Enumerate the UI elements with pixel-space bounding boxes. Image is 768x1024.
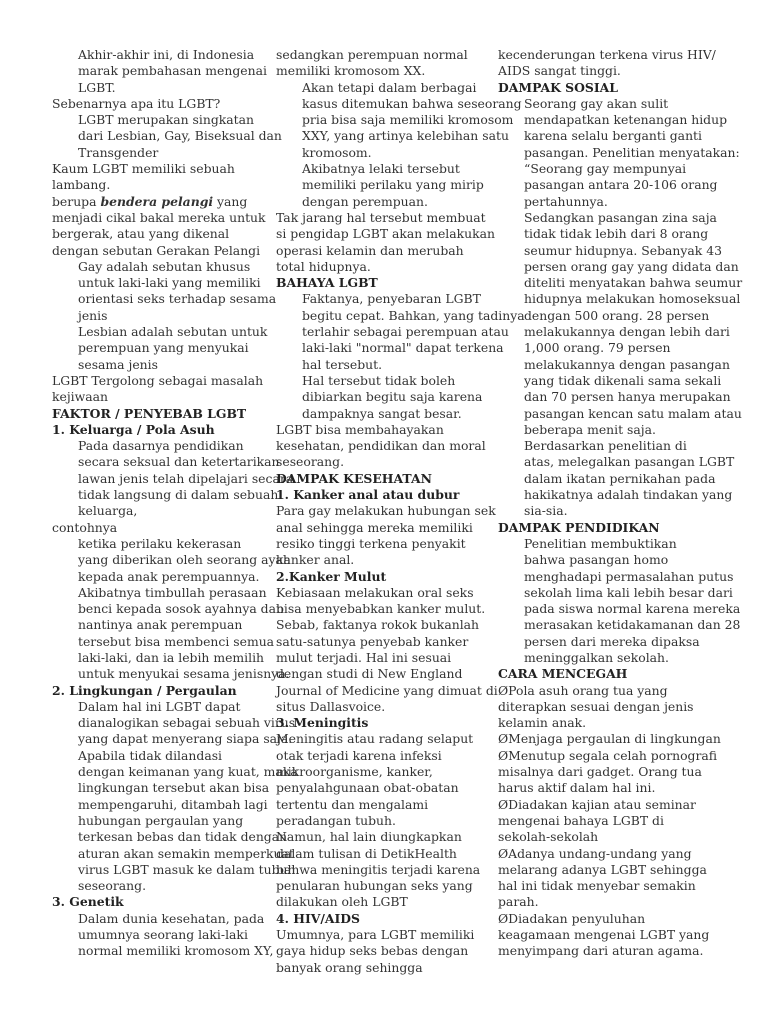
text-line: Tak jarang hal tersebut membuat xyxy=(276,209,486,225)
text-line: LGBT. xyxy=(78,79,116,95)
text-line: orientasi seks terhadap sesama xyxy=(78,291,277,307)
paragraph xyxy=(52,194,270,259)
paragraph xyxy=(498,683,718,732)
text-line: AIDS sangat tinggi. xyxy=(498,63,621,79)
text-line: bahwa meningitis terjadi karena xyxy=(276,861,481,877)
emphasized-text: bendera pelangi xyxy=(100,193,214,209)
text-line: pasangan. Penelitian menyatakan: xyxy=(524,144,740,160)
text-line: total hidupnya. xyxy=(276,258,371,274)
text-line: seseorang. xyxy=(78,878,147,894)
text-line: dianalogikan sebagai sebuah virus xyxy=(78,715,296,731)
text-line: benci kepada sosok ayahnya dan xyxy=(78,601,284,617)
text-line: Penelitian membuktikan xyxy=(524,535,677,551)
text-line: Umumnya, para LGBT memiliki xyxy=(276,927,475,943)
text-line: persen dari mereka dipaksa xyxy=(524,633,700,649)
text-line: kesehatan, pendidikan dan moral xyxy=(276,438,486,454)
text-line: pasangan antara 20-106 orang xyxy=(524,177,718,193)
text-line: anal sehingga mereka memiliki xyxy=(276,519,473,535)
text-line: secara seksual dan ketertarikan xyxy=(78,454,280,470)
paragraph xyxy=(498,209,743,438)
text-line: misalnya dari gadget. Orang tua xyxy=(498,764,702,780)
paragraph xyxy=(276,291,525,372)
text-line: seumur hidupnya. Sebanyak 43 xyxy=(524,242,723,258)
text-line: mulut terjadi. Hal ini sesuai xyxy=(276,649,452,665)
text-line: melakukannya dengan lebih dari xyxy=(524,324,730,340)
text-line: Kaum LGBT memiliki sebuah xyxy=(52,161,235,177)
text-line: beberapa menit saja. xyxy=(524,421,656,437)
text-line: Akhir-akhir ini, di Indonesia xyxy=(78,47,255,62)
text-line: bahwa pasangan homo xyxy=(524,552,669,568)
text-line: Seorang gay akan sulit xyxy=(524,95,669,111)
paragraph xyxy=(276,79,522,161)
text-line: aturan akan semakin memperkuat xyxy=(78,845,294,861)
text-line: terlahir sebagai perempuan atau xyxy=(302,324,509,340)
text-line: Kebiasaan melakukan oral seks xyxy=(276,584,474,600)
text-line: kelamin anak. xyxy=(498,715,587,731)
text-line: meninggalkan sekolah. xyxy=(524,649,669,665)
paragraph xyxy=(52,96,270,112)
text-line: bergerak, atau yang dikenal xyxy=(52,226,230,242)
text-line: dan 70 persen hanya merupakan xyxy=(524,389,731,405)
paragraph xyxy=(498,438,735,519)
text-line: yang dapat menyerang siapa saja. xyxy=(78,731,293,747)
text-line: begitu cepat. Bahkan, yang tadinya xyxy=(302,307,525,323)
text-line: lawan jenis telah dipelajari secara xyxy=(78,470,294,486)
text-line: “Seorang gay mempunyai xyxy=(524,161,687,177)
text-line: gaya hidup seks bebas dengan xyxy=(276,943,469,959)
paragraph xyxy=(52,324,270,373)
text-line: laki-laki, dan ia lebih memilih xyxy=(78,649,265,665)
text-line: kanker anal. xyxy=(276,552,355,568)
text-line: dampaknya sangat besar. xyxy=(302,405,462,421)
paragraph xyxy=(498,911,718,960)
text-line: dengan sebutan Gerakan Pelangi xyxy=(52,242,261,258)
text-line: dengan keimanan yang kuat, maka xyxy=(78,764,298,780)
text-line: dari Lesbian, Gay, Biseksual dan xyxy=(78,128,282,144)
text-line: mengenai bahaya LGBT di xyxy=(498,812,664,828)
text-line: banyak orang sehingga xyxy=(276,959,423,975)
text-line: umumnya seorang laki-laki xyxy=(78,927,248,943)
text-line: ØDiadakan kajian atau seminar xyxy=(498,796,696,812)
text-line: untuk menyukai sesama jenisnya. xyxy=(78,666,290,682)
paragraph xyxy=(498,748,718,797)
text-line: tersebut bisa membenci semua xyxy=(78,633,275,649)
text-line: hal ini tidak menyebar semakin xyxy=(498,878,696,894)
text-line: yang diberikan oleh seorang ayah xyxy=(78,552,291,568)
text-line: keagamaan mengenai LGBT yang xyxy=(498,927,710,943)
section-heading: DAMPAK KESEHATAN xyxy=(276,470,432,486)
section-heading: 1. Keluarga / Pola Asuh xyxy=(52,421,215,437)
text-line: nantinya anak perempuan xyxy=(78,617,243,633)
text-line: menyimpang dari aturan agama. xyxy=(498,943,704,959)
text-line: situs Dallasvoice. xyxy=(276,698,386,714)
text-line: menjadi cikal bakal mereka untuk xyxy=(52,209,266,225)
paragraph xyxy=(52,910,274,960)
text-line: laki-laki "normal" dapat terkena xyxy=(302,340,504,356)
text-line: harus aktif dalam hal ini. xyxy=(498,780,656,796)
text-line: Akibatnya lelaki tersebut xyxy=(302,161,460,177)
section-heading: 2. Lingkungan / Pergaulan xyxy=(52,682,237,698)
text-line: melakukannya dengan pasangan xyxy=(524,356,730,372)
text-line: kasus ditemukan bahwa seseorang xyxy=(302,95,522,111)
text-line: LGBT merupakan singkatan xyxy=(78,112,255,128)
text-line: sekolah lima kali lebih besar dari xyxy=(524,584,733,600)
section-heading: BAHAYA LGBT xyxy=(276,275,378,291)
text-line: sia-sia. xyxy=(524,503,568,519)
text-line: sekolah-sekolah xyxy=(498,829,599,845)
text-line: atas, melegalkan pasangan LGBT xyxy=(524,454,735,470)
text-line: sesama jenis xyxy=(78,356,158,372)
text-line: dilakukan oleh LGBT xyxy=(276,894,408,910)
paragraph xyxy=(498,797,718,846)
text-line: Namun, hal lain diungkapkan xyxy=(276,829,462,845)
text-line: satu-satunya penyebab kanker xyxy=(276,633,469,649)
paragraph xyxy=(498,535,741,666)
text-line: lingkungan tersebut akan bisa xyxy=(78,780,270,796)
paragraph xyxy=(498,95,740,210)
text-line: Dalam dunia kesehatan, pada xyxy=(78,910,265,926)
text-line: LGBT bisa membahayakan xyxy=(276,421,444,437)
text-line: hubungan pergaulan yang xyxy=(78,812,244,828)
column-left xyxy=(52,47,298,960)
text-line: LGBT Tergolong sebagai masalah xyxy=(52,372,264,388)
section-heading: CARA MENCEGAH xyxy=(498,666,628,682)
paragraph xyxy=(52,584,290,683)
text-line: diterapkan sesuai dengan jenis xyxy=(498,698,694,714)
text-line: kromosom. xyxy=(302,144,372,160)
text-line: dengan perempuan. xyxy=(302,193,428,209)
section-heading: 4. HIV/AIDS xyxy=(276,910,360,926)
text-line: hal tersebut. xyxy=(302,356,383,372)
paragraph xyxy=(52,112,282,161)
paragraph xyxy=(52,520,270,536)
section-heading: DAMPAK SOSIAL xyxy=(498,79,618,95)
text-line: ØAdanya undang-undang yang xyxy=(498,845,692,861)
text-line: untuk laki-laki yang memiliki xyxy=(78,275,261,291)
text-line: Meningitis atau radang selaput xyxy=(276,731,474,747)
text-line: Faktanya, penyebaran LGBT xyxy=(302,291,481,307)
text-line: ØDiadakan penyuluhan xyxy=(498,910,646,926)
text-line: Gay adalah sebutan khusus xyxy=(78,258,251,274)
text-line: 1,000 orang. 79 persen xyxy=(524,340,671,356)
paragraph xyxy=(276,584,498,715)
paragraph xyxy=(276,422,494,471)
text-line: hidupnya melakukan homoseksual xyxy=(524,291,741,307)
text-line: Sebenarnya apa itu LGBT? xyxy=(52,95,221,111)
text-line: perempuan yang menyukai xyxy=(78,340,249,356)
text-line: dibiarkan begitu saja karena xyxy=(302,389,483,405)
paragraph xyxy=(498,731,721,747)
text-line: mendapatkan ketenangan hidup xyxy=(524,112,728,128)
section-heading: DAMPAK PENDIDIKAN xyxy=(498,519,660,535)
paragraph xyxy=(52,258,277,324)
text-line: memiliki perilaku yang mirip xyxy=(302,177,484,193)
text-line: Para gay melakukan hubungan sek xyxy=(276,503,496,519)
text-line: si pengidap LGBT akan melakukan xyxy=(276,226,496,242)
paragraph xyxy=(52,47,270,96)
text-line: Transgender xyxy=(78,144,159,160)
text-line: ØMenutup segala celah pornografi xyxy=(498,747,718,763)
paragraph xyxy=(276,829,494,910)
text-line: merasakan ketidakamanan dan 28 xyxy=(524,617,741,633)
text-line: Akibatnya timbullah perasaan xyxy=(78,584,267,600)
text-line: peradangan tubuh. xyxy=(276,812,396,828)
text-line: kepada anak perempuannya. xyxy=(78,568,260,584)
text-line: hakikatnya adalah tindakan yang xyxy=(524,487,733,503)
paragraph xyxy=(276,47,494,80)
text-line: Apabila tidak dilandasi xyxy=(78,747,223,763)
text-line: menghadapi permasalahan putus xyxy=(524,568,734,584)
text-line: ØPola asuh orang tua yang xyxy=(498,682,668,698)
text-line xyxy=(52,194,270,210)
text-line: karena selalu berganti ganti xyxy=(524,128,702,144)
text-line: dalam ikatan pernikahan pada xyxy=(524,470,716,486)
text-line: pada siswa normal karena mereka xyxy=(524,601,741,617)
text-line: terkesan bebas dan tidak dengan xyxy=(78,829,288,845)
text-line: otak terjadi karena infeksi xyxy=(276,747,442,763)
text-line: tidak langsung di dalam sebuah xyxy=(78,487,279,503)
text-line: Berdasarkan penelitian di xyxy=(524,438,687,454)
text-line: mikroorganisme, kanker, xyxy=(276,764,433,780)
text-line: Journal of Medicine yang dimuat di xyxy=(276,682,498,698)
section-heading: 1. Kanker anal atau dubur xyxy=(276,487,460,503)
text-line: penularan hubungan seks yang xyxy=(276,878,473,894)
paragraph xyxy=(52,535,291,585)
text-line: pria bisa saja memiliki kromosom xyxy=(302,112,514,128)
text-line: virus LGBT masuk ke dalam tubuh xyxy=(78,861,296,877)
text-line: contohnya xyxy=(52,519,118,535)
text-line: memiliki kromosom XX. xyxy=(276,63,426,79)
text-line: Dalam hal ini LGBT dapat xyxy=(78,698,241,714)
paragraph xyxy=(276,503,494,568)
text-line: yang tidak dikenali sama sekali xyxy=(524,372,722,388)
paragraph xyxy=(52,373,270,406)
text-line: dengan studi di New England xyxy=(276,666,463,682)
section-heading: 3. Meningitis xyxy=(276,715,369,731)
text-run: yang xyxy=(213,193,248,209)
text-line: operasi kelamin dan merubah xyxy=(276,242,464,258)
column-right xyxy=(498,47,743,960)
text-line: Sedangkan pasangan zina saja xyxy=(524,209,717,225)
paragraph xyxy=(498,47,718,80)
text-line: Pada dasarnya pendidikan xyxy=(78,438,244,454)
text-line: dengan 500 orang. 28 persen xyxy=(524,307,710,323)
paragraph xyxy=(276,161,494,210)
text-line: Hal tersebut tidak boleh xyxy=(302,372,456,388)
text-line: mempengaruhi, ditambah lagi xyxy=(78,796,268,812)
paragraph xyxy=(276,927,494,976)
text-run: berupa xyxy=(52,193,101,209)
section-heading: 2.Kanker Mulut xyxy=(276,568,387,584)
text-line: XXY, yang artinya kelebihan satu xyxy=(302,128,509,144)
text-line: tidak tidak lebih dari 8 orang xyxy=(524,226,709,242)
text-line: resiko tinggi terkena penyakit xyxy=(276,535,466,551)
text-line: Akan tetapi dalam berbagai xyxy=(302,79,477,95)
paragraph xyxy=(498,846,718,911)
text-line: melarang adanya LGBT sehingga xyxy=(498,861,707,877)
paragraph xyxy=(52,747,298,895)
paragraph xyxy=(276,373,494,422)
section-heading: FAKTOR / PENYEBAB LGBT xyxy=(52,405,247,421)
text-line: marak pembahasan mengenai xyxy=(78,63,267,79)
paragraph xyxy=(52,161,270,194)
text-line: ØMenjaga pergaulan di lingkungan xyxy=(498,731,721,747)
text-line: dalam tulisan di DetikHealth xyxy=(276,845,457,861)
paragraph xyxy=(276,731,494,829)
text-line: parah. xyxy=(498,894,539,910)
paragraph xyxy=(52,698,296,748)
text-line: kecenderungan terkena virus HIV/ xyxy=(498,47,716,62)
text-line: tertentu dan mengalami xyxy=(276,796,429,812)
text-line: seseorang. xyxy=(276,454,345,470)
text-line: kejiwaan xyxy=(52,389,109,405)
text-line: keluarga, xyxy=(78,503,138,519)
text-line: penyalahgunaan obat-obatan xyxy=(276,780,459,796)
text-line: pertahunnya. xyxy=(524,193,608,209)
text-line: ketika perilaku kekerasan xyxy=(78,535,242,551)
paragraph xyxy=(52,438,294,519)
text-line: diteliti menyatakan bahwa seumur xyxy=(524,275,743,291)
text-line: bisa menyebabkan kanker mulut. xyxy=(276,601,486,617)
paragraph xyxy=(276,210,494,275)
section-heading: 3. Genetik xyxy=(52,894,124,910)
text-line: pasangan kencan satu malam atau xyxy=(524,405,742,421)
text-line: lambang. xyxy=(52,177,111,193)
text-line: normal memiliki kromosom XY, xyxy=(78,943,274,959)
text-line: Lesbian adalah sebutan untuk xyxy=(78,324,268,340)
text-line: Sebab, faktanya rokok bukanlah xyxy=(276,617,480,633)
text-line: sedangkan perempuan normal xyxy=(276,47,468,62)
text-line: persen orang gay yang didata dan xyxy=(524,258,739,274)
text-line: jenis xyxy=(78,307,108,323)
